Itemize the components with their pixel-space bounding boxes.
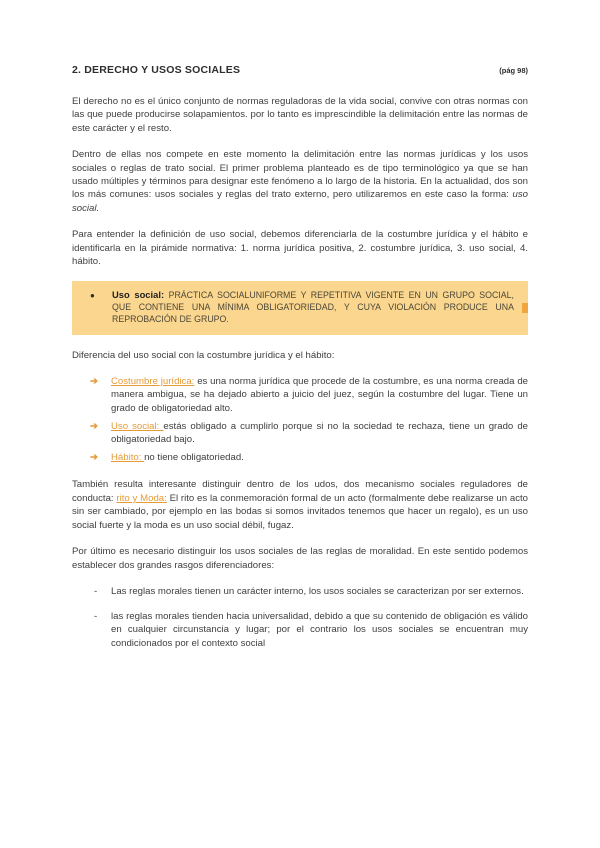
- term-rito-moda: rito y Moda:: [116, 492, 167, 504]
- list-item-caracter-interno: [72, 585, 528, 598]
- definition-highlight-box: [72, 281, 528, 334]
- page-title: 2. DERECHO Y USOS SOCIALES: [72, 64, 241, 76]
- term-uso-social: Uso social:: [111, 420, 164, 432]
- text-run: es una norma jurídica que procede de la costumbre, es una norma creada de manera ambigua, se ha dejado abierto a juicio del juez, según la costumbre del lugar. Tiene un grado de obligatoriedad alto.: [111, 376, 528, 414]
- definition-body-run: PRÁCTICA SOCIALUNIFORME Y REPETITIVA VIGENTE EN UN GRUPO SOCIAL, QUE CONTIENE UNA MÍNIMA OBLIGATORIEDAD, Y CUYA VIOLACIÓN PRODUCE UNA REPROBACIÓN DE GRUPO.: [112, 290, 515, 325]
- arrow-bullet-list: [72, 375, 528, 464]
- term-habito: Hábito:: [111, 452, 145, 464]
- text-run: El rito es la conmemoración formal de un acto (formalmente debe realizarse un acto sin ser cambiado, por ejemplo en las bodas si somos invitados tenemos que hacer un regalo), es un uso social fuerte y la moda es un uso social débil, fugaz.: [72, 492, 529, 531]
- list-item-text: las reglas morales tienden hacia universalidad, debido a que su contenido de obligación es válido en cualquier circunstancia y lugar; por el contrario los usos sociales se encuentran muy condicionados por el contexto social: [111, 611, 528, 649]
- bullet-icon: ●: [90, 290, 95, 300]
- list-item-costumbre-juridica: [72, 375, 528, 415]
- list-item-habito: [72, 451, 528, 464]
- paragraph-piramide-normativa: [72, 228, 528, 268]
- list-item-text: Las reglas morales tienen un carácter interno, los usos sociales se caracterizan por ser externos.: [111, 585, 524, 597]
- text-run-italic: uso social.: [72, 189, 528, 214]
- term-costumbre-juridica: Costumbre jurídica:: [111, 376, 195, 388]
- definition-text: [112, 289, 514, 325]
- paragraph-delimitacion: [72, 148, 528, 215]
- list-item-text: [111, 375, 528, 415]
- text-run: El derecho no es el único conjunto de normas reguladoras de la vida social, convive con otras normas con las que puede producirse solapamientos. por lo tanto es imprescindible la delimitación entre las normas de este carácter y el resto.: [72, 96, 528, 134]
- paragraph-moralidad-intro: [72, 545, 528, 572]
- text-run: no tiene obligatoriedad.: [144, 452, 244, 464]
- dash-bullet-list: [72, 585, 528, 650]
- list-item-uso-social: [72, 420, 528, 446]
- dash-icon: -: [94, 611, 98, 623]
- text-run: estás obligado a cumplirlo porque si no la sociedad te rechaza, tiene un grado de obligatoriedad bajo.: [111, 420, 528, 446]
- list-item-text: [111, 451, 528, 464]
- arrow-icon: ➔: [90, 420, 98, 432]
- paragraph-rito-moda: [72, 478, 528, 532]
- arrow-icon: ➔: [90, 376, 98, 388]
- text-run: Por último es necesario distinguir los usos sociales de las reglas de moralidad. En este sentido podemos establecer dos grandes rasgos diferenciadores:: [72, 546, 528, 571]
- list-item-text: [111, 420, 528, 446]
- list-item-universalidad: [72, 610, 528, 650]
- dash-icon: -: [94, 585, 98, 597]
- arrow-icon: ➔: [90, 452, 98, 464]
- page-reference: (pág 98): [499, 66, 528, 75]
- text-run: También resulta interesante distinguir dentro de los udos, dos mecanismo sociales reguladores de conducta:: [72, 479, 528, 504]
- highlight-corner-mark: [522, 303, 528, 313]
- paragraph-diferencia-intro: [72, 349, 528, 362]
- text-run: Diferencia del uso social con la costumbre jurídica y el hábito:: [72, 349, 335, 361]
- title-row: [72, 64, 528, 76]
- paragraph-derecho-intro: [72, 95, 528, 135]
- text-run: Dentro de ellas nos compete en este momento la delimitación entre las normas jurídicas y los usos sociales o reglas de trato social. El primer problema planteado es de tipo terminológico ya que se han usado múltiples y términos para designar este fenómeno a lo largo de la historia. En la actualidad, dos son los más comunes: usos sociales y reglas del trato externo, pero utilizaremos en este caso la forma:: [72, 149, 528, 201]
- definition-term: Uso social:: [112, 289, 165, 301]
- text-run: Para entender la definición de uso social, debemos diferenciarla de la costumbre jurídica y el hábito e identificarla en la pirámide normativa: 1. norma jurídica positiva, 2. costumbre jurídica, 3. uso social, 4. hábito.: [72, 229, 528, 268]
